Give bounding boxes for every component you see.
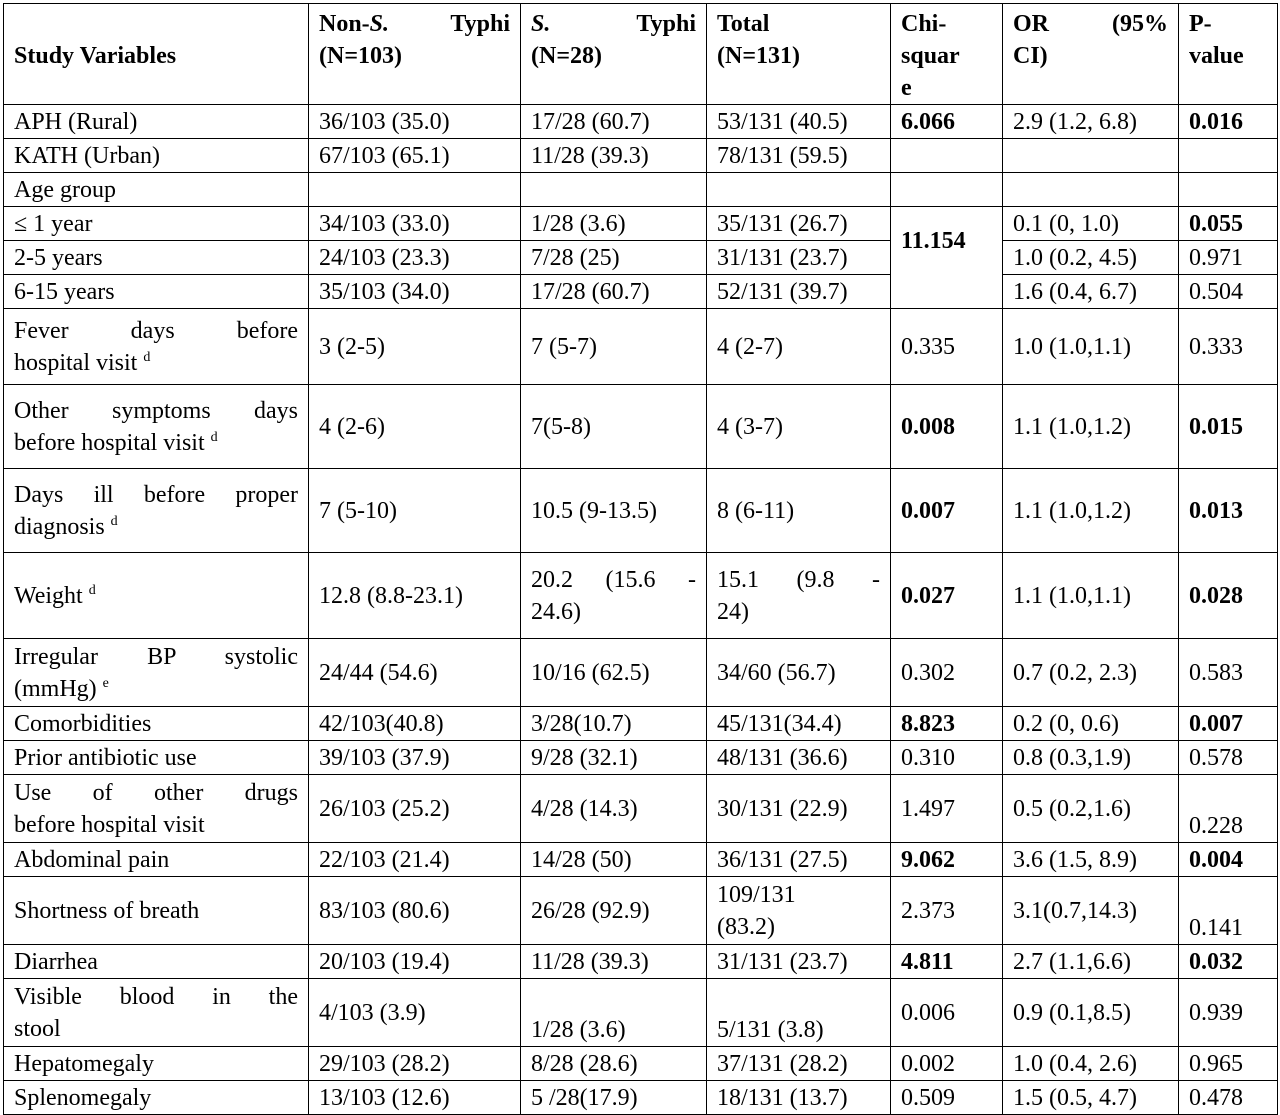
table-row: Hepatomegaly 29/103 (28.2) 8/28 (28.6) 37/131 (28.2) 0.002 1.0 (0.4, 2.6) 0.965 xyxy=(4,1047,1278,1081)
table-row: KATH (Urban) 67/103 (65.1) 11/28 (39.3) 78/131 (59.5) xyxy=(4,139,1278,173)
table-row: 6-15 years 35/103 (34.0) 17/28 (60.7) 52/131 (39.7) 1.6 (0.4, 6.7) 0.504 xyxy=(4,275,1278,309)
table-row: Other symptoms days before hospital visit $^d$ 4 (2-6) 7(5-8) 4 (3-7) 0.008 1.1 (1.0,1.2) 0.015 xyxy=(4,385,1278,469)
table-row: Use of other drugs before hospital visit 26/103 (25.2) 4/28 (14.3) 30/131 (22.9) 1.497 0.5 (0.2,1.6) 0.228 xyxy=(4,775,1278,843)
header-chi-square: Chi- squar e xyxy=(891,4,1003,105)
header-non-s-typhi: Non-S. Typhi (N=103) xyxy=(309,4,521,105)
table-row: Abdominal pain 22/103 (21.4) 14/28 (50) 36/131 (27.5) 9.062 3.6 (1.5, 8.9) 0.004 xyxy=(4,843,1278,877)
table-row: Comorbidities 42/103(40.8) 3/28(10.7) 45/131(34.4) 8.823 0.2 (0, 0.6) 0.007 xyxy=(4,707,1278,741)
table-row: Shortness of breath 83/103 (80.6) 26/28 (92.9) 109/131 (83.2) 2.373 3.1(0.7,14.3) 0.141 xyxy=(4,877,1278,945)
table-row: Irregular BP systolic (mmHg) $^e$ 24/44 (54.6) 10/16 (62.5) 34/60 (56.7) 0.302 0.7 (0.2, 2.3) 0.583 xyxy=(4,639,1278,707)
header-p-value: P- value xyxy=(1179,4,1278,105)
header-row xyxy=(4,4,1278,105)
table-row: Diarrhea 20/103 (19.4) 11/28 (39.3) 31/131 (23.7) 4.811 2.7 (1.1,6.6) 0.032 xyxy=(4,945,1278,979)
header-or-ci: OR (95% CI) xyxy=(1003,4,1179,105)
table-row: Weight $^d$ 12.8 (8.8-23.1) 20.2 (15.6 - 24.6) 15.1 (9.8 - 24) 0.027 1.1 (1.0,1.1) 0.028 xyxy=(4,553,1278,639)
table-row: Visible blood in the stool 4/103 (3.9) 1/28 (3.6) 5/131 (3.8) 0.006 0.9 (0.1,8.5) 0.939 xyxy=(4,979,1278,1047)
table-row: ≤ 1 year 34/103 (33.0) 1/28 (3.6) 35/131 (26.7) 11.154 0.1 (0, 1.0) 0.055 xyxy=(4,207,1278,241)
header-s-typhi: S. Typhi (N=28) xyxy=(521,4,707,105)
header-total: Total (N=131) xyxy=(707,4,891,105)
table-row: Splenomegaly 13/103 (12.6) 5 /28(17.9) 18/131 (13.7) 0.509 1.5 (0.5, 4.7) 0.478 xyxy=(4,1081,1278,1115)
table-row: 2-5 years 24/103 (23.3) 7/28 (25) 31/131 (23.7) 1.0 (0.2, 4.5) 0.971 xyxy=(4,241,1278,275)
table-row: APH (Rural) 36/103 (35.0) 17/28 (60.7) 53/131 (40.5) 6.066 2.9 (1.2, 6.8) 0.016 xyxy=(4,105,1278,139)
results-table xyxy=(3,3,1278,1115)
table-row: Prior antibiotic use 39/103 (37.9) 9/28 (32.1) 48/131 (36.6) 0.310 0.8 (0.3,1.9) 0.578 xyxy=(4,741,1278,775)
header-study-variables: Study Variables xyxy=(4,4,309,105)
table-row: Days ill before proper diagnosis $^d$ 7 (5-10) 10.5 (9-13.5) 8 (6-11) 0.007 1.1 (1.0,1.2) 0.013 xyxy=(4,469,1278,553)
table-row: Fever days before hospital visit $^d$ 3 (2-5) 7 (5-7) 4 (2-7) 0.335 1.0 (1.0,1.1) 0.333 xyxy=(4,309,1278,385)
table-row: Age group xyxy=(4,173,1278,207)
